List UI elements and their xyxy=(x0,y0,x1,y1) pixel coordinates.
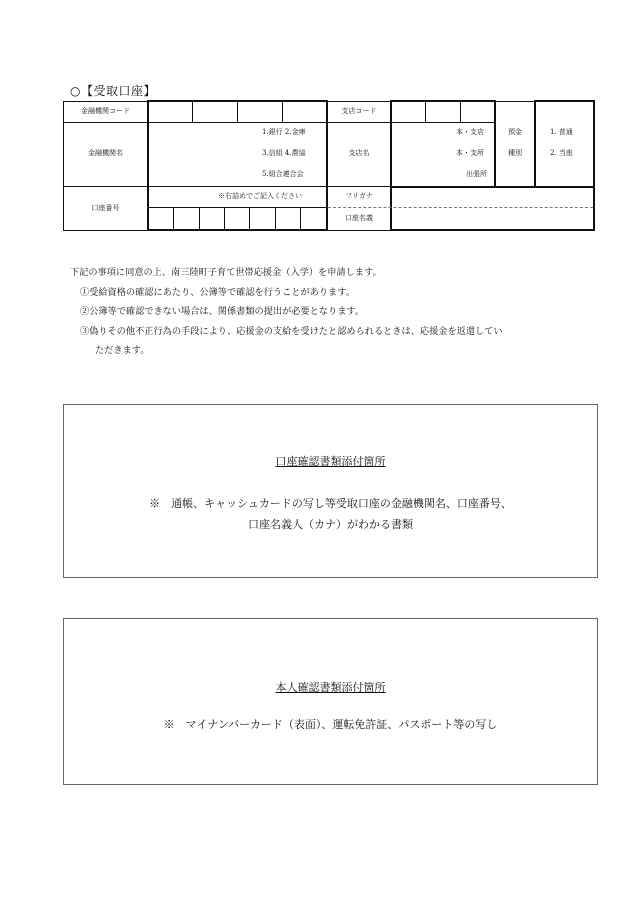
account-document-note-line: 口座名義人（カナ）がわかる書類 xyxy=(248,518,413,531)
notes-intro: 下記の事項に同意の上、南三陸町子育て世帯応援金（入学）を申請します。 xyxy=(70,267,382,278)
note-item: ②公簿等で確認できない場合は、関係書類の提出が必要となります。 xyxy=(80,306,365,318)
account-number-label: 口座番号 xyxy=(91,204,120,212)
note-item-continuation: ただきます。 xyxy=(95,345,150,357)
branch-type-option: 出張所 xyxy=(466,170,487,178)
bank-code-label: 金融機関コード xyxy=(81,107,130,115)
section-title: ○【受取口座】 xyxy=(70,84,156,98)
furigana-label: フリガナ xyxy=(345,192,373,200)
deposit-type-option: 1. 普通 xyxy=(550,128,573,136)
account-document-heading: 口座確認書類添付箇所 xyxy=(275,455,386,468)
branch-code-label: 支店コード xyxy=(341,107,377,115)
account-holder-label: 口座名義 xyxy=(345,214,373,222)
account-number-note: ※右詰めでご記入ください xyxy=(218,192,302,200)
consent-notes xyxy=(70,263,503,361)
deposit-type-label: 種別 xyxy=(508,149,522,157)
branch-type-option: 本・支店 xyxy=(456,128,484,136)
branch-name-label: 支店名 xyxy=(348,149,370,157)
note-item: ③偽りその他不正行為の手段により、応援金の支給を受けたと認められるときは、応援金を返還してい xyxy=(80,325,503,337)
bank-type-option: 5.組合連合会 xyxy=(262,170,304,178)
bank-type-option: 3.信組 4.農協 xyxy=(262,149,306,157)
note-item: ①受給資格の確認にあたり、公簿等で確認を行うことがあります。 xyxy=(80,286,355,298)
account-document-attach-box xyxy=(63,404,598,578)
bank-type-option: 1.銀行 2.金庫 xyxy=(262,128,306,136)
bank-name-label: 金融機関名 xyxy=(88,149,123,157)
identity-document-heading: 本人確認書類添付箇所 xyxy=(275,681,386,694)
deposit-type-label: 預金 xyxy=(508,128,522,136)
account-document-note-line: ※ 通帳、キャッシュカードの写し等受取口座の金融機関名、口座番号、 xyxy=(149,497,512,510)
branch-type-option: 本・支所 xyxy=(456,149,484,157)
identity-document-attach-box xyxy=(63,618,598,785)
deposit-type-option: 2. 当座 xyxy=(550,149,573,157)
identity-document-note-line: ※ マイナンバーカード（表面）、運転免許証、パスポート等の写し xyxy=(163,718,498,731)
